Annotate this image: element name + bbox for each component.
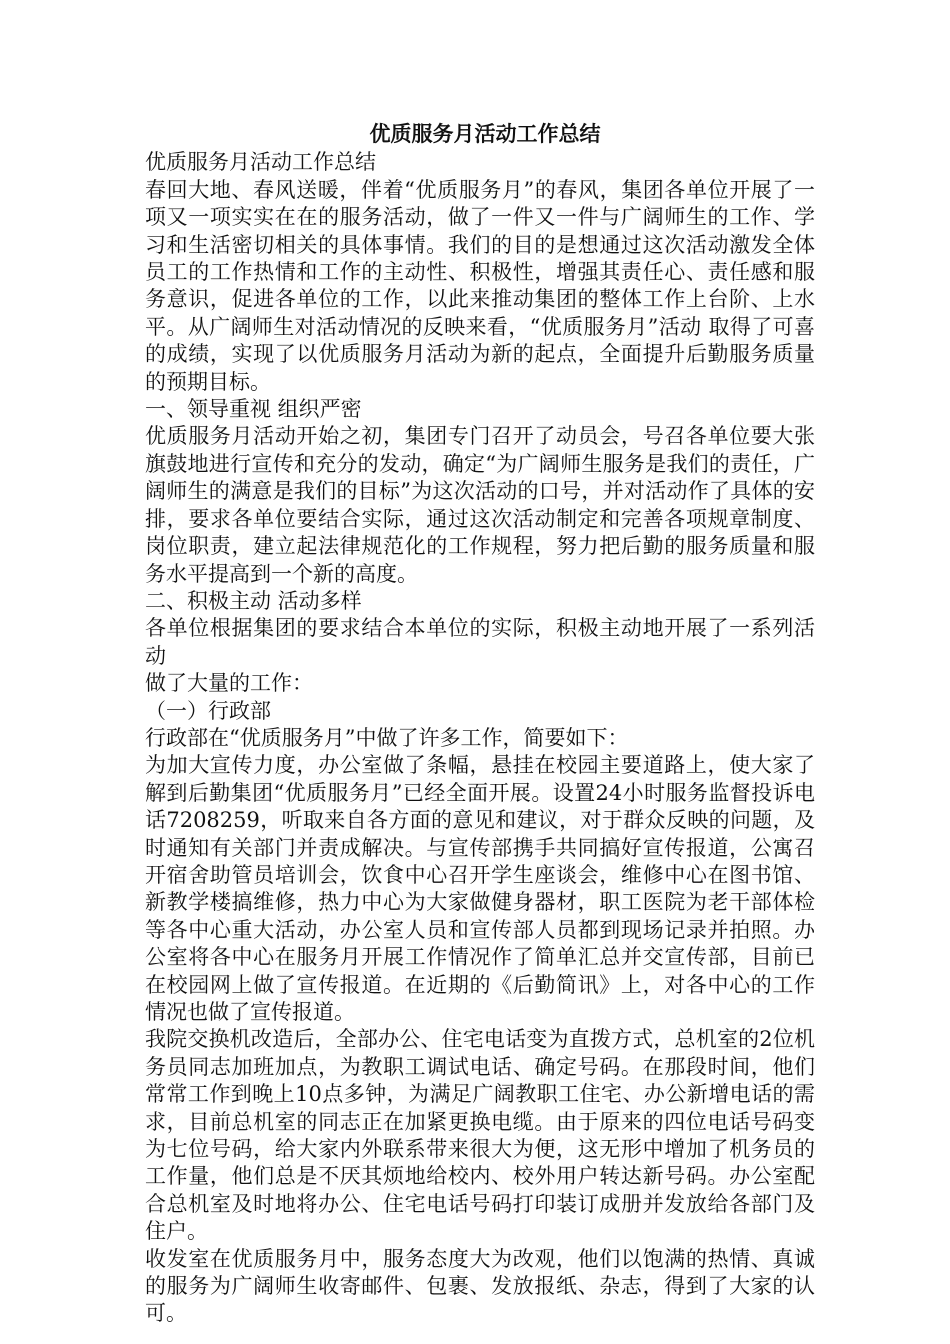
document-body [145, 120, 815, 1328]
subsection-1-heading: （一）行政部 [145, 698, 271, 723]
subsection-1-paragraph-switchboard: 我院交换机改造后，全部办公、住宅电话变为直拨方式，总机室的2位机务员同志加班加点，为教职工调试电话、确定号码。在那段时间，他们常常工作到晚上10点多钟，为满足广阔教职工住宅、办公新增电话的需求，目前总机室的同志正在加紧更换电缆。由于原来的四位电话号码变为七位号码，给大家内外联系带来很大为便，这无形中增加了机务员的工作量，他们总是不厌其烦地给校内、校外用户转达新号码。办公室配合总机室及时地将办公、住宅电话号码打印装订成册并发放给各部门及住户。 [145, 1027, 815, 1244]
document-subtitle: 优质服务月活动工作总结 [145, 150, 376, 175]
intro-paragraph: 春回大地、春风送暖，伴着“优质服务月”的春风，集团各单位开展了一项又一项实实在在的服务活动，做了一件又一件与广阔师生的工作、学习和生活密切相关的具体事情。我们的目的是想通过这次活动激发全体员工的工作热情和工作的主动性、积极性，增强其责任心、责任感和服务意识，促进各单位的工作，以此来推动集团的整体工作上台阶、上水平。从广阔师生对活动情况的反映来看，“优质服务月”活动 取得了可喜的成绩，实现了以优质服务月活动为新的起点，全面提升后勤服务质量的预期目标。 [145, 177, 815, 394]
section-1-paragraph: 优质服务月活动开始之初，集团专门召开了动员会，号召各单位要大张旗鼓地进行宣传和充分的发动，确定“为广阔师生服务是我们的责任，广阔师生的满意是我们的目标”为这次活动的口号，并对活动作了具体的安排，要求各单位要结合实际，通过这次活动制定和完善各项规章制度、岗位职责，建立起法律规范化的工作规程，努力把后勤的服务质量和服务水平提高到一个新的高度。 [145, 424, 815, 586]
section-1-heading: 一、领导重视 组织严密 [145, 397, 362, 422]
subsection-1-paragraph-publicity: 为加大宣传力度，办公室做了条幅，悬挂在校园主要道路上，使大家了解到后勤集团“优质服务月”已经全面开展。设置24小时服务监督投诉电话7208259，听取来自各方面的意见和建议，对于群众反映的问题，及时通知有关部门并责成解决。与宣传部携手共同搞好宣传报道，公寓召开宿舍助管员培训会，饮食中心召开学生座谈会，维修中心在图书馆、新教学楼搞维修，热力中心为大家做健身器材，职工医院为老干部体检等各中心重大活动，办公室人员和宣传部人员都到现场记录并拍照。办公室将各中心在服务月开展工作情况作了简单汇总并交宣传部，目前已在校园网上做了宣传报道。在近期的《后勤简讯》上，对各中心的工作情况也做了宣传报道。 [145, 753, 815, 1024]
document-title: 优质服务月活动工作总结 [369, 121, 601, 146]
subsection-1-intro: 行政部在“优质服务月”中做了许多工作，简要如下： [145, 725, 629, 750]
section-2-paragraph: 各单位根据集团的要求结合本单位的实际，积极主动地开展了一系列活动 [145, 616, 815, 668]
section-2-heading: 二、积极主动 活动多样 [145, 588, 362, 613]
section-2-paragraph-continued: 做了大量的工作： [145, 671, 313, 696]
subsection-1-paragraph-mailroom: 收发室在优质服务月中，服务态度大为改观，他们以饱满的热情、真诚的服务为广阔师生收寄邮件、包裹、发放报纸、杂志，得到了大家的认可。 [145, 1246, 815, 1326]
